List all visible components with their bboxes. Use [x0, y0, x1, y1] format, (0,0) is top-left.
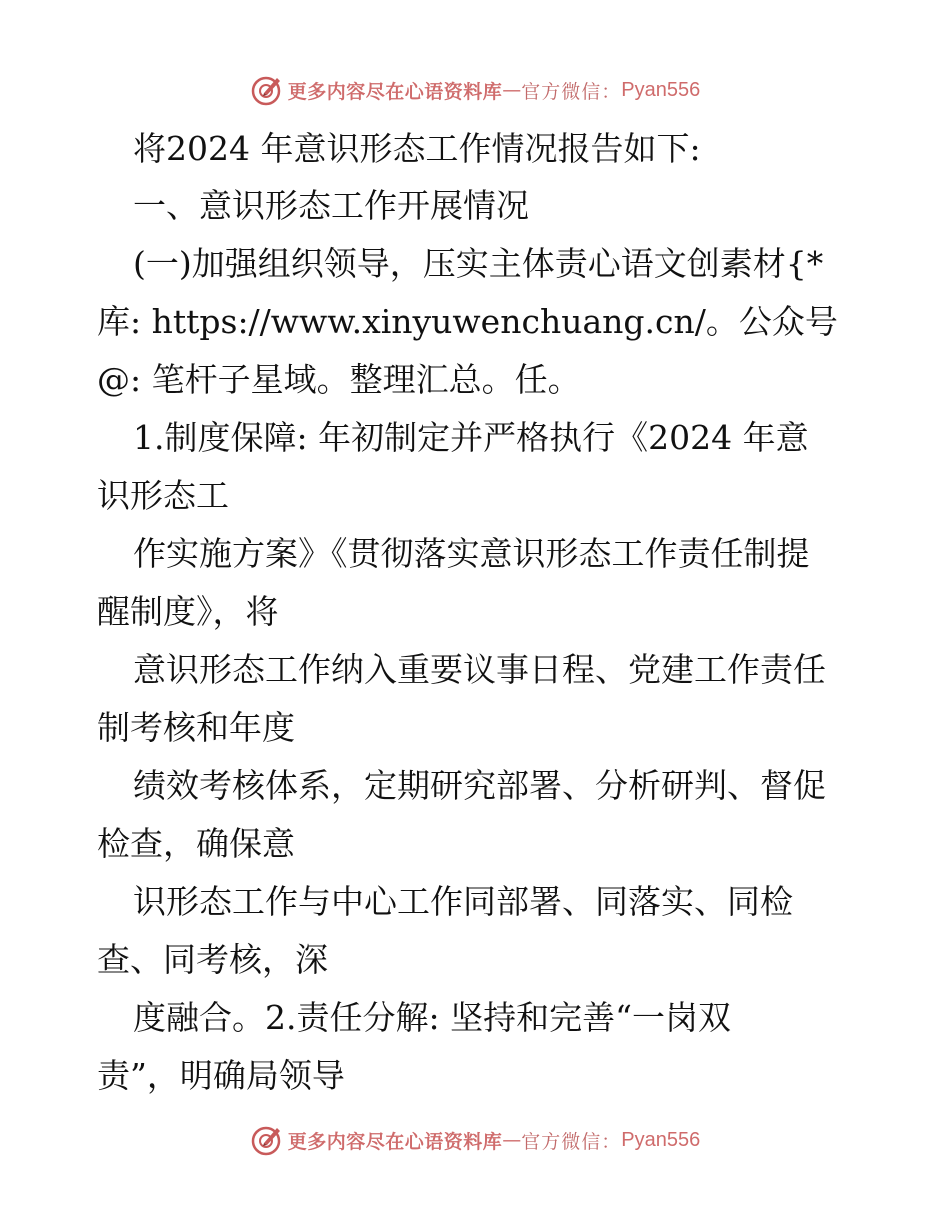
text-line: 制考核和年度 — [97, 708, 295, 747]
text-line: 查、同考核，深 — [97, 940, 328, 979]
text-line: 责”，明确局领导 — [97, 1056, 345, 1095]
watermark-dash: — — [502, 1129, 522, 1151]
text-line: 库: https://www.xinyuwenchuang.cn/。公众号 — [97, 302, 838, 341]
watermark-main-text: 更多内容尽在心语资料库 — [287, 80, 503, 103]
footer-watermark — [0, 1120, 950, 1160]
subsection-heading-1: (一)加强组织领导，压实主体责心语文创素材{* — [133, 244, 824, 283]
text-line: 检查，确保意 — [97, 824, 295, 863]
text-line: 意识形态工作纳入重要议事日程、党建工作责任 — [133, 650, 826, 689]
text-line: 醒制度》，将 — [97, 592, 279, 631]
text-line: 1.制度保障: 年初制定并严格执行《2024 年意 — [133, 418, 809, 457]
text-line: 绩效考核体系，定期研究部署、分析研判、督促 — [133, 766, 826, 805]
watermark-sub-text: 官方微信： — [521, 1130, 622, 1153]
paragraph-intro: 将2024 年意识形态工作情况报告如下: — [133, 129, 701, 168]
text-line: 作实施方案》《贯彻落实意识形态工作责任制提 — [133, 534, 810, 573]
pen-logo-icon — [250, 1123, 284, 1157]
section-heading-1: 一、意识形态工作开展情况 — [133, 186, 529, 225]
watermark-main-text: 更多内容尽在心语资料库 — [287, 1130, 503, 1153]
watermark-dash: — — [502, 79, 522, 101]
text-line: 度融合。2.责任分解: 坚持和完善“一岗双 — [133, 998, 731, 1037]
watermark-wechat-id: Pyan556 — [621, 1128, 701, 1151]
watermark-wechat-id: Pyan556 — [621, 78, 701, 101]
text-line: @: 笔杆子星域。整理汇总。任。 — [97, 360, 581, 399]
watermark-sub-text: 官方微信： — [521, 80, 622, 103]
text-line: 识形态工 — [97, 476, 229, 515]
text-line: 识形态工作与中心工作同部署、同落实、同检 — [133, 882, 793, 921]
